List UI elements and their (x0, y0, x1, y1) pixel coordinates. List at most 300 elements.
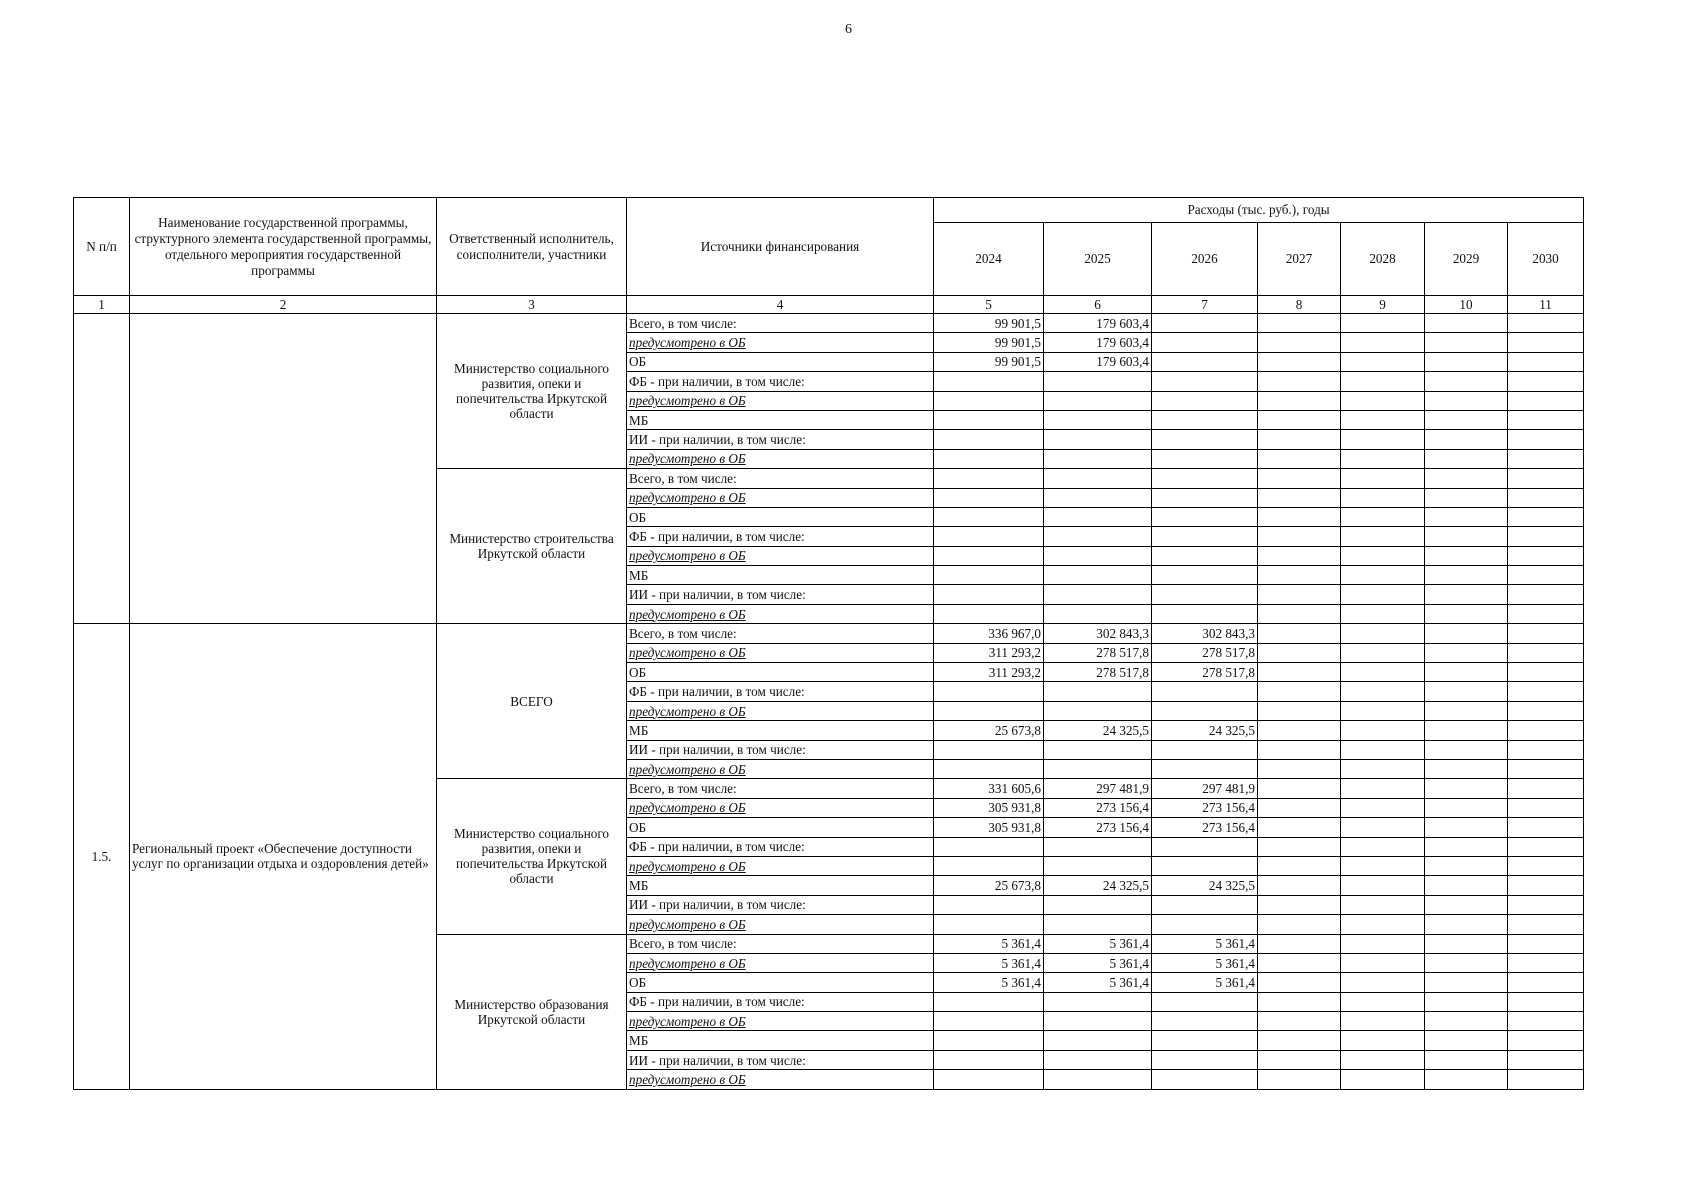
expense-value: 5 361,4 (1152, 934, 1258, 953)
expense-value (934, 430, 1044, 449)
expense-value (1258, 915, 1341, 934)
item-name: Региональный проект «Обеспечение доступности услуг по организации отдыха и оздоровления детей» (130, 624, 437, 1089)
funding-source: предусмотрено в ОБ (627, 1012, 934, 1031)
expense-value (1258, 449, 1341, 468)
header-year: 2026 (1152, 223, 1258, 296)
expense-value (1152, 837, 1258, 856)
expense-value (1341, 469, 1425, 488)
column-number: 3 (437, 296, 627, 314)
item-number (74, 314, 130, 624)
funding-source: предусмотрено в ОБ (627, 953, 934, 972)
expense-value (1258, 798, 1341, 817)
expense-value (1508, 915, 1584, 934)
expense-value (1258, 1070, 1341, 1089)
expense-value (1044, 488, 1152, 507)
expense-value: 273 156,4 (1152, 798, 1258, 817)
expense-value (1508, 663, 1584, 682)
expense-value (1508, 314, 1584, 333)
expense-value (1508, 837, 1584, 856)
funding-source: предусмотрено в ОБ (627, 604, 934, 623)
column-number: 6 (1044, 296, 1152, 314)
table-row (74, 624, 1584, 643)
expense-value (1341, 856, 1425, 875)
expense-value (1044, 759, 1152, 778)
funding-source: предусмотрено в ОБ (627, 856, 934, 875)
expense-value (1258, 624, 1341, 643)
funding-source: Всего, в том числе: (627, 314, 934, 333)
expense-value (1341, 391, 1425, 410)
expense-value (1258, 507, 1341, 526)
expense-value (1425, 1050, 1508, 1069)
expense-value (1425, 663, 1508, 682)
column-number: 7 (1152, 296, 1258, 314)
expense-value (934, 527, 1044, 546)
expense-value (1044, 992, 1152, 1011)
expense-value (1258, 895, 1341, 914)
funding-source: предусмотрено в ОБ (627, 1070, 934, 1089)
expense-value (934, 604, 1044, 623)
expense-value (1152, 604, 1258, 623)
expense-value (1508, 527, 1584, 546)
expense-value: 297 481,9 (1152, 779, 1258, 798)
funding-source: ОБ (627, 973, 934, 992)
header-source: Источники финансирования (627, 198, 934, 296)
expense-value (1508, 624, 1584, 643)
expense-value (1044, 1031, 1152, 1050)
expense-value (1508, 449, 1584, 468)
expense-value (1508, 352, 1584, 371)
expense-value: 99 901,5 (934, 314, 1044, 333)
expense-value: 273 156,4 (1044, 798, 1152, 817)
expense-value (1341, 352, 1425, 371)
expense-value (1152, 449, 1258, 468)
expense-value: 278 517,8 (1044, 663, 1152, 682)
expense-value (1258, 372, 1341, 391)
column-number: 11 (1508, 296, 1584, 314)
expense-value (1258, 566, 1341, 585)
expense-value: 331 605,6 (934, 779, 1044, 798)
executor-cell: Министерство социального развития, опеки и попечительства Иркутской области (437, 314, 627, 469)
expense-value (1152, 1012, 1258, 1031)
expense-value (1508, 333, 1584, 352)
expense-value (1425, 915, 1508, 934)
expense-value: 179 603,4 (1044, 352, 1152, 371)
expense-value (1425, 585, 1508, 604)
expense-value (1152, 682, 1258, 701)
expense-value (1341, 585, 1425, 604)
header-year: 2027 (1258, 223, 1341, 296)
expense-value (1508, 721, 1584, 740)
expense-value (1425, 507, 1508, 526)
executor-cell: Министерство образования Иркутской области (437, 934, 627, 1089)
funding-source: ОБ (627, 352, 934, 371)
expense-value (1341, 1070, 1425, 1089)
expense-value (1341, 779, 1425, 798)
funding-source: ФБ - при наличии, в том числе: (627, 992, 934, 1011)
expense-value (934, 1070, 1044, 1089)
expense-value: 302 843,3 (1044, 624, 1152, 643)
expense-value (934, 915, 1044, 934)
expense-value (1425, 604, 1508, 623)
expense-value (1258, 352, 1341, 371)
expense-value (1258, 1050, 1341, 1069)
expense-value (1044, 566, 1152, 585)
column-number-row (74, 296, 1584, 314)
expense-value (1152, 527, 1258, 546)
expense-value (1258, 314, 1341, 333)
expense-value (1258, 779, 1341, 798)
expense-value (1341, 663, 1425, 682)
expense-value (1508, 410, 1584, 429)
expense-value (1258, 953, 1341, 972)
header-executor: Ответственный исполнитель, соисполнители, участники (437, 198, 627, 296)
expense-value (934, 740, 1044, 759)
expense-value (1044, 1012, 1152, 1031)
funding-source: Всего, в том числе: (627, 779, 934, 798)
expense-value (1425, 895, 1508, 914)
expense-value (934, 1050, 1044, 1069)
expense-value (1508, 682, 1584, 701)
expense-value: 5 361,4 (1044, 953, 1152, 972)
expense-value (934, 410, 1044, 429)
expense-value (934, 856, 1044, 875)
expense-value (1341, 333, 1425, 352)
expense-value (1425, 740, 1508, 759)
expense-value (1341, 895, 1425, 914)
funding-source: предусмотрено в ОБ (627, 915, 934, 934)
expense-value (1425, 449, 1508, 468)
expense-value (1044, 701, 1152, 720)
expense-value (1258, 818, 1341, 837)
expense-value (934, 372, 1044, 391)
funding-source: МБ (627, 1031, 934, 1050)
expense-value (1508, 759, 1584, 778)
expense-value (1044, 430, 1152, 449)
expense-value (1425, 721, 1508, 740)
expense-value (1152, 895, 1258, 914)
expense-value (1044, 604, 1152, 623)
expense-value (1341, 527, 1425, 546)
expense-value: 5 361,4 (1152, 973, 1258, 992)
expense-value (1341, 915, 1425, 934)
expense-value (1152, 1050, 1258, 1069)
header-name: Наименование государственной программы, структурного элемента государственной программы, отдельного мероприятия государственной программы (130, 198, 437, 296)
expense-value (1258, 1012, 1341, 1031)
funding-source: ОБ (627, 663, 934, 682)
expense-value (1152, 759, 1258, 778)
expense-value (1508, 1031, 1584, 1050)
expense-value (1425, 566, 1508, 585)
expense-value (1152, 856, 1258, 875)
expense-value (1508, 779, 1584, 798)
expense-value (1508, 953, 1584, 972)
column-number: 5 (934, 296, 1044, 314)
expense-value (1044, 449, 1152, 468)
expense-value (1152, 488, 1258, 507)
expense-value: 5 361,4 (934, 934, 1044, 953)
expense-value (934, 391, 1044, 410)
expense-value (1508, 895, 1584, 914)
expense-value (1341, 973, 1425, 992)
expense-value: 278 517,8 (1152, 643, 1258, 662)
funding-source: Всего, в том числе: (627, 624, 934, 643)
expense-value: 297 481,9 (1044, 779, 1152, 798)
column-number: 2 (130, 296, 437, 314)
expense-value (1258, 585, 1341, 604)
expense-value (1258, 546, 1341, 565)
expense-value (1152, 391, 1258, 410)
expense-value: 5 361,4 (1044, 934, 1152, 953)
expense-value (1258, 973, 1341, 992)
expense-value (1341, 566, 1425, 585)
table-row (74, 314, 1584, 333)
funding-source: ОБ (627, 818, 934, 837)
expense-value (1258, 430, 1341, 449)
expense-value (1152, 992, 1258, 1011)
expense-value (1425, 469, 1508, 488)
expense-value (1258, 1031, 1341, 1050)
expense-value (1425, 973, 1508, 992)
funding-source: ИИ - при наличии, в том числе: (627, 430, 934, 449)
expense-value (934, 992, 1044, 1011)
expense-value (1425, 992, 1508, 1011)
expense-value (1152, 314, 1258, 333)
expense-value (1425, 1031, 1508, 1050)
expense-value (1508, 507, 1584, 526)
funding-source: ИИ - при наличии, в том числе: (627, 585, 934, 604)
expense-value (1508, 1050, 1584, 1069)
expense-value (1258, 759, 1341, 778)
expense-value (1341, 372, 1425, 391)
expense-value (1044, 895, 1152, 914)
expense-value (1425, 333, 1508, 352)
expense-value (1152, 566, 1258, 585)
expense-value (1044, 546, 1152, 565)
expense-value (1341, 837, 1425, 856)
executor-cell: ВСЕГО (437, 624, 627, 779)
expense-value (1425, 372, 1508, 391)
expense-value (1152, 430, 1258, 449)
item-name (130, 314, 437, 624)
funding-source: МБ (627, 410, 934, 429)
expense-value (1152, 333, 1258, 352)
funding-source: предусмотрено в ОБ (627, 391, 934, 410)
expense-value (1044, 391, 1152, 410)
expense-value (1152, 546, 1258, 565)
expense-value: 302 843,3 (1152, 624, 1258, 643)
expense-value (1425, 1012, 1508, 1031)
expense-value (1508, 643, 1584, 662)
expense-value (1508, 818, 1584, 837)
expense-value (1341, 449, 1425, 468)
expense-value (1044, 856, 1152, 875)
expense-value (1341, 953, 1425, 972)
funding-source: ИИ - при наличии, в том числе: (627, 740, 934, 759)
expense-value (1508, 1012, 1584, 1031)
expense-value (1152, 701, 1258, 720)
expense-value: 5 361,4 (934, 973, 1044, 992)
expense-value: 278 517,8 (1044, 643, 1152, 662)
expense-value (1425, 352, 1508, 371)
expense-value (1044, 527, 1152, 546)
expense-value (1152, 915, 1258, 934)
expense-value (1341, 546, 1425, 565)
expense-value: 24 325,5 (1152, 721, 1258, 740)
expense-value (1258, 604, 1341, 623)
expense-value (1425, 391, 1508, 410)
expense-value (934, 469, 1044, 488)
expense-value (1341, 604, 1425, 623)
expense-value (1425, 798, 1508, 817)
expense-value (1341, 759, 1425, 778)
expense-value (1425, 934, 1508, 953)
expense-value (934, 759, 1044, 778)
expense-value (1044, 837, 1152, 856)
funding-source: предусмотрено в ОБ (627, 798, 934, 817)
funding-source: ФБ - при наличии, в том числе: (627, 372, 934, 391)
expense-value (1341, 1050, 1425, 1069)
expense-value (1508, 740, 1584, 759)
expense-value (1258, 934, 1341, 953)
expense-value (1425, 314, 1508, 333)
expense-value (1425, 410, 1508, 429)
expense-value (1425, 430, 1508, 449)
expense-value (1258, 701, 1341, 720)
expense-value (934, 837, 1044, 856)
header-year: 2025 (1044, 223, 1152, 296)
expense-value: 278 517,8 (1152, 663, 1258, 682)
executor-cell: Министерство строительства Иркутской области (437, 469, 627, 624)
expense-value (1152, 740, 1258, 759)
expense-value (1508, 585, 1584, 604)
item-number: 1.5. (74, 624, 130, 1089)
expense-value: 311 293,2 (934, 663, 1044, 682)
column-number: 10 (1425, 296, 1508, 314)
expense-value (1152, 410, 1258, 429)
expense-value (934, 585, 1044, 604)
expense-value (1425, 701, 1508, 720)
expense-value (1341, 488, 1425, 507)
expense-value: 311 293,2 (934, 643, 1044, 662)
expense-value (1425, 488, 1508, 507)
expense-value (1425, 953, 1508, 972)
funding-source: МБ (627, 876, 934, 895)
expense-value (1341, 624, 1425, 643)
funding-source: Всего, в том числе: (627, 469, 934, 488)
expense-value (1152, 507, 1258, 526)
expense-value (1152, 469, 1258, 488)
expense-value (1258, 469, 1341, 488)
expense-value (1508, 876, 1584, 895)
expense-value (1341, 721, 1425, 740)
expense-value (1425, 527, 1508, 546)
expense-value (1341, 1031, 1425, 1050)
expense-value: 305 931,8 (934, 798, 1044, 817)
expense-value: 336 967,0 (934, 624, 1044, 643)
expense-value (1425, 876, 1508, 895)
header-expenses: Расходы (тыс. руб.), годы (934, 198, 1584, 223)
funding-source: ФБ - при наличии, в том числе: (627, 837, 934, 856)
expense-value (934, 449, 1044, 468)
expense-value: 24 325,5 (1152, 876, 1258, 895)
expense-value: 25 673,8 (934, 721, 1044, 740)
expense-value (1152, 1031, 1258, 1050)
expense-value: 179 603,4 (1044, 314, 1152, 333)
expense-value (1258, 643, 1341, 662)
expense-value (1044, 682, 1152, 701)
expense-value (934, 488, 1044, 507)
expense-value: 5 361,4 (1044, 973, 1152, 992)
expense-value (1152, 352, 1258, 371)
executor-cell: Министерство социального развития, опеки и попечительства Иркутской области (437, 779, 627, 934)
expense-value: 5 361,4 (934, 953, 1044, 972)
expense-value (1508, 372, 1584, 391)
expense-value (1341, 507, 1425, 526)
column-number: 1 (74, 296, 130, 314)
expense-value: 24 325,5 (1044, 876, 1152, 895)
expense-value (1341, 682, 1425, 701)
expense-value (1341, 740, 1425, 759)
funding-source: ИИ - при наличии, в том числе: (627, 1050, 934, 1069)
column-number: 8 (1258, 296, 1341, 314)
expense-value (1425, 837, 1508, 856)
budget-table (73, 197, 1584, 1090)
funding-source: предусмотрено в ОБ (627, 546, 934, 565)
expense-value (1044, 740, 1152, 759)
funding-source: предусмотрено в ОБ (627, 643, 934, 662)
expense-value (1258, 856, 1341, 875)
expense-value (1258, 992, 1341, 1011)
expense-value (1425, 624, 1508, 643)
expense-value (1508, 1070, 1584, 1089)
expense-value (1508, 566, 1584, 585)
expense-value (1341, 643, 1425, 662)
funding-source: предусмотрено в ОБ (627, 333, 934, 352)
expense-value: 179 603,4 (1044, 333, 1152, 352)
expense-value (1044, 1070, 1152, 1089)
expense-value (1258, 663, 1341, 682)
column-number: 4 (627, 296, 934, 314)
expense-value (934, 682, 1044, 701)
funding-source: предусмотрено в ОБ (627, 759, 934, 778)
funding-source: МБ (627, 566, 934, 585)
expense-value (1044, 469, 1152, 488)
expense-value (1341, 992, 1425, 1011)
expense-value (1341, 798, 1425, 817)
expense-value (1341, 410, 1425, 429)
funding-source: предусмотрено в ОБ (627, 701, 934, 720)
expense-value: 25 673,8 (934, 876, 1044, 895)
expense-value (1258, 527, 1341, 546)
expense-value (1341, 430, 1425, 449)
expense-value (1425, 759, 1508, 778)
expense-value (934, 1012, 1044, 1031)
expense-value (1044, 372, 1152, 391)
expense-value: 273 156,4 (1152, 818, 1258, 837)
expense-value (1425, 682, 1508, 701)
expense-value (1258, 876, 1341, 895)
expense-value (1508, 798, 1584, 817)
expense-value (1341, 934, 1425, 953)
expense-value (1341, 876, 1425, 895)
page-number: 6 (845, 22, 852, 37)
header-num: N п/п (74, 198, 130, 296)
expense-value (1152, 585, 1258, 604)
expense-value (1508, 934, 1584, 953)
expense-value (1425, 1070, 1508, 1089)
expense-value (1508, 604, 1584, 623)
expense-value (1341, 314, 1425, 333)
